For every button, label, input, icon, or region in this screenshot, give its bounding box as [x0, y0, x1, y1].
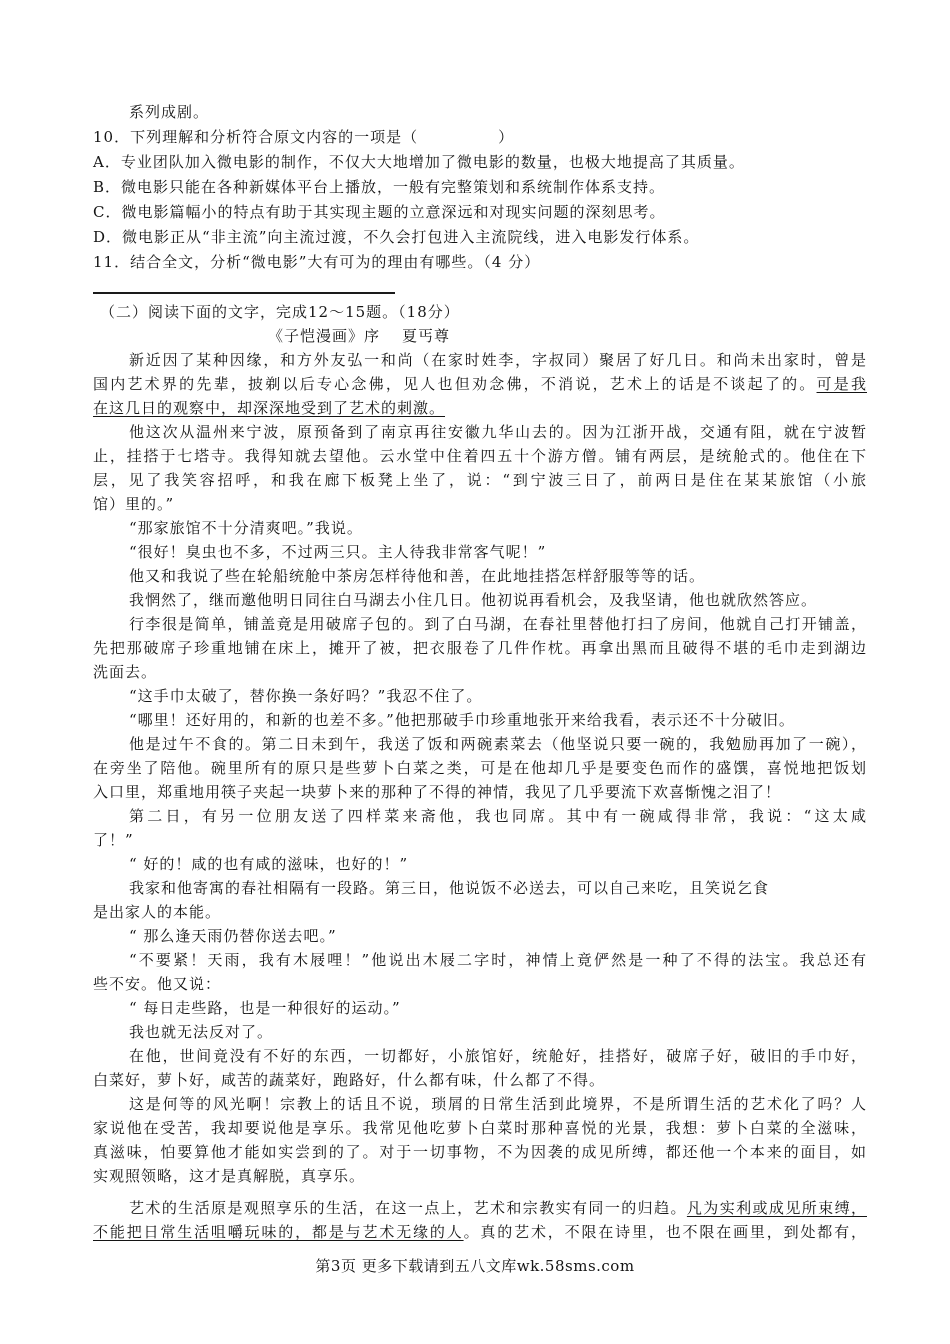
article-paragraph	[93, 588, 867, 612]
article-line: 第二日，有另一位朋友送了四样菜来斋他，我也同席。其中有一碗咸得非常，我说：“这太咸	[129, 807, 867, 825]
article-paragraph	[93, 948, 867, 996]
previous-section	[93, 100, 867, 275]
article-line: 止，挂搭于七塔寺。我得知就去望他。云水堂中住着四五十个游方僧。铺有两层，是统舱式的。他住在下	[93, 447, 867, 465]
page-footer: 第3页 更多下载请到五八文库wk.58sms.com	[315, 1257, 635, 1275]
question-10-option-a: A．专业团队加入微电影的制作，不仅大大地增加了微电影的数量，也极大地提高了其质量。	[93, 153, 745, 171]
article-line: 我也就无法反对了。	[129, 1023, 274, 1041]
article-line	[93, 396, 867, 420]
underlined-text: 不能把日常生活咀嚼玩味的，都是与艺术无缘的人	[93, 1223, 464, 1241]
article-line: 入口里，郑重地用筷子夹起一块萝卜来的那种了不得的神情，我见了几乎要流下欢喜惭愧之泪了！	[93, 783, 782, 801]
article-title: 《子恺漫画》序	[268, 327, 381, 345]
article-line: 先把那破席子珍重地铺在床上，摊开了被，把衣服卷了几件作枕。再拿出黑而且破得不堪的毛巾走到湖边	[93, 639, 867, 657]
article-paragraph	[93, 684, 867, 708]
article-line: “ 那么逢天雨仍替你送去吧。”	[129, 927, 337, 945]
article-paragraph	[93, 348, 867, 420]
article-paragraph	[93, 612, 867, 684]
article-line: 我家和他寄寓的春社相隔有一段路。第三日，他说饭不必送去，可以自己来吃，且笑说乞食	[129, 879, 770, 897]
passage-tail: 系列成剧。	[129, 103, 210, 121]
line-text: 。真的艺术，不限在诗里，也不限在画里，到处都有，	[463, 1223, 867, 1241]
article-paragraph	[93, 1044, 867, 1092]
article-line: “哪里！还好用的，和新的也差不多。”他把那破手巾珍重地张开来给我看，表示还不十分破旧。	[129, 711, 795, 729]
article-line: 他又和我说了些在轮船统舱中茶房怎样待他和善，在此地挂搭怎样舒服等等的话。	[129, 567, 706, 585]
article-paragraph	[93, 708, 867, 732]
article-line: 些不安。他又说：	[93, 975, 222, 993]
article-line	[93, 372, 867, 396]
line-text: 国内艺术界的先辈，披剃以后专心念佛，见人也但劝念佛，不消说，艺术上的话是不谈起了的。	[93, 375, 817, 393]
underlined-text: 在这几日的观察中，却深深地受到了艺术的刺激。	[93, 399, 446, 417]
article-paragraph	[93, 1092, 867, 1188]
article-line: 我惘然了，继而邀他明日同往白马湖去小住几日。他初说再看机会，及我坚请，他也就欣然答应。	[129, 591, 818, 609]
section-divider	[93, 292, 395, 294]
article-line: “那家旅馆不十分清爽吧。”我说。	[129, 519, 363, 537]
article-paragraph	[93, 804, 867, 852]
article-paragraph	[93, 1020, 867, 1044]
article-paragraph	[93, 540, 867, 564]
article-line: 行李很是简单，铺盖竟是用破席子包的。到了白马湖，在春社里替他打扫了房间，他就自己打开铺盖，	[129, 615, 867, 633]
article-paragraph	[93, 876, 867, 924]
article-line: 这是何等的风光啊！宗教上的话且不说，琐屑的日常生活到此境界，不是所谓生活的艺术化了吗？人	[129, 1095, 867, 1113]
article-paragraph	[93, 852, 867, 876]
article-paragraph	[93, 420, 867, 516]
article-line: 了！”	[93, 831, 134, 849]
article-line: “ 每日走些路，也是一种很好的运动。”	[129, 999, 401, 1017]
reading-section-2	[93, 300, 867, 1244]
question-10-option-d: D．微电影正从“非主流”向主流过渡，不久会打包进入主流院线，进入电影发行体系。	[93, 228, 700, 246]
article-paragraph	[93, 924, 867, 948]
article-paragraph	[93, 996, 867, 1020]
article-line: 新近因了某种因缘，和方外友弘一和尚（在家时姓李，字叔同）聚居了好几日。和尚未出家时，曾是	[129, 351, 867, 369]
article-paragraph	[93, 732, 867, 804]
article-line: 白菜好，萝卜好，咸苦的蔬菜好，跑路好，什么都有味，什么都了不得。	[93, 1071, 606, 1089]
underlined-text: 可是我	[816, 375, 867, 393]
article-line: 洗面去。	[93, 663, 158, 681]
article-author: 夏丐尊	[402, 327, 451, 345]
article-line	[93, 1196, 867, 1220]
section-heading: （二）阅读下面的文字，完成12～15题。（18分）	[100, 303, 460, 321]
article-paragraph	[93, 1196, 867, 1244]
question-10-option-c: C．微电影篇幅小的特点有助于其实现主题的立意深远和对现实问题的深刻思考。	[93, 203, 666, 221]
article-line: 在旁坐了陪他。碗里所有的原只是些萝卜白菜之类，可是在他却几乎是要变色而作的盛馔，喜悦地把饭划	[93, 759, 867, 777]
article-paragraph	[93, 564, 867, 588]
article-line: “ 好的！咸的也有咸的滋味，也好的！”	[129, 855, 409, 873]
article-line: 在他，世间竟没有不好的东西，一切都好，小旅馆好，统舱好，挂搭好，破席子好，破旧的手巾好，	[129, 1047, 867, 1065]
article-line: 馆）里的。”	[93, 495, 175, 513]
question-10-stem: 10．下列理解和分析符合原文内容的一项是（ ）	[93, 128, 515, 146]
article-line: 是出家人的本能。	[93, 903, 222, 921]
article-line: 真滋味，怕要算他才能如实尝到的了。对于一切事物，不为因袭的成见所缚，都还他一个本来的面目，如	[93, 1143, 867, 1161]
article-line: 实观照领略，这才是真解脱，真享乐。	[93, 1167, 366, 1185]
line-text: 艺术的生活原是观照享乐的生活，在这一点上，艺术和宗教实有同一的归趋。	[129, 1199, 687, 1217]
article-line: “很好！臭虫也不多，不过两三只。主人待我非常客气呢！”	[129, 543, 547, 561]
underlined-text: 凡为实利或成见所束缚，	[686, 1199, 867, 1217]
article-title-line	[93, 324, 867, 348]
article-line: 他这次从温州来宁波，原预备到了南京再往安徽九华山去的。因为江浙开战，交通有阻，就在宁波暂	[129, 423, 867, 441]
question-11-stem: 11．结合全文，分析“微电影”大有可为的理由有哪些。（4 分）	[93, 253, 541, 271]
article-line: “这手巾太破了，替你换一条好吗？”我忍不住了。	[129, 687, 483, 705]
article-line: 家说他在受苦，我却要说他是享乐。我常见他吃萝卜白菜时那种喜悦的光景，我想：萝卜白菜的全滋味，	[93, 1119, 867, 1137]
article-line: 他是过午不食的。第二日未到午，我送了饭和两碗素菜去（他坚说只要一碗的，我勉励再加了一碗），	[129, 735, 867, 753]
article-line: 层，见了我笑容招呼，和我在廊下板凳上坐了，说：“到宁波三日了，前两日是住在某某旅馆（小旅	[93, 471, 867, 489]
article-paragraph	[93, 516, 867, 540]
article-line: “不要紧！天雨，我有木屐哩！”他说出木屐二字时，神情上竟俨然是一种了不得的法宝。我总还有	[129, 951, 867, 969]
question-10-option-b: B．微电影只能在各种新媒体平台上播放，一般有完整策划和系统制作体系支持。	[93, 178, 666, 196]
article-line	[93, 1220, 867, 1244]
